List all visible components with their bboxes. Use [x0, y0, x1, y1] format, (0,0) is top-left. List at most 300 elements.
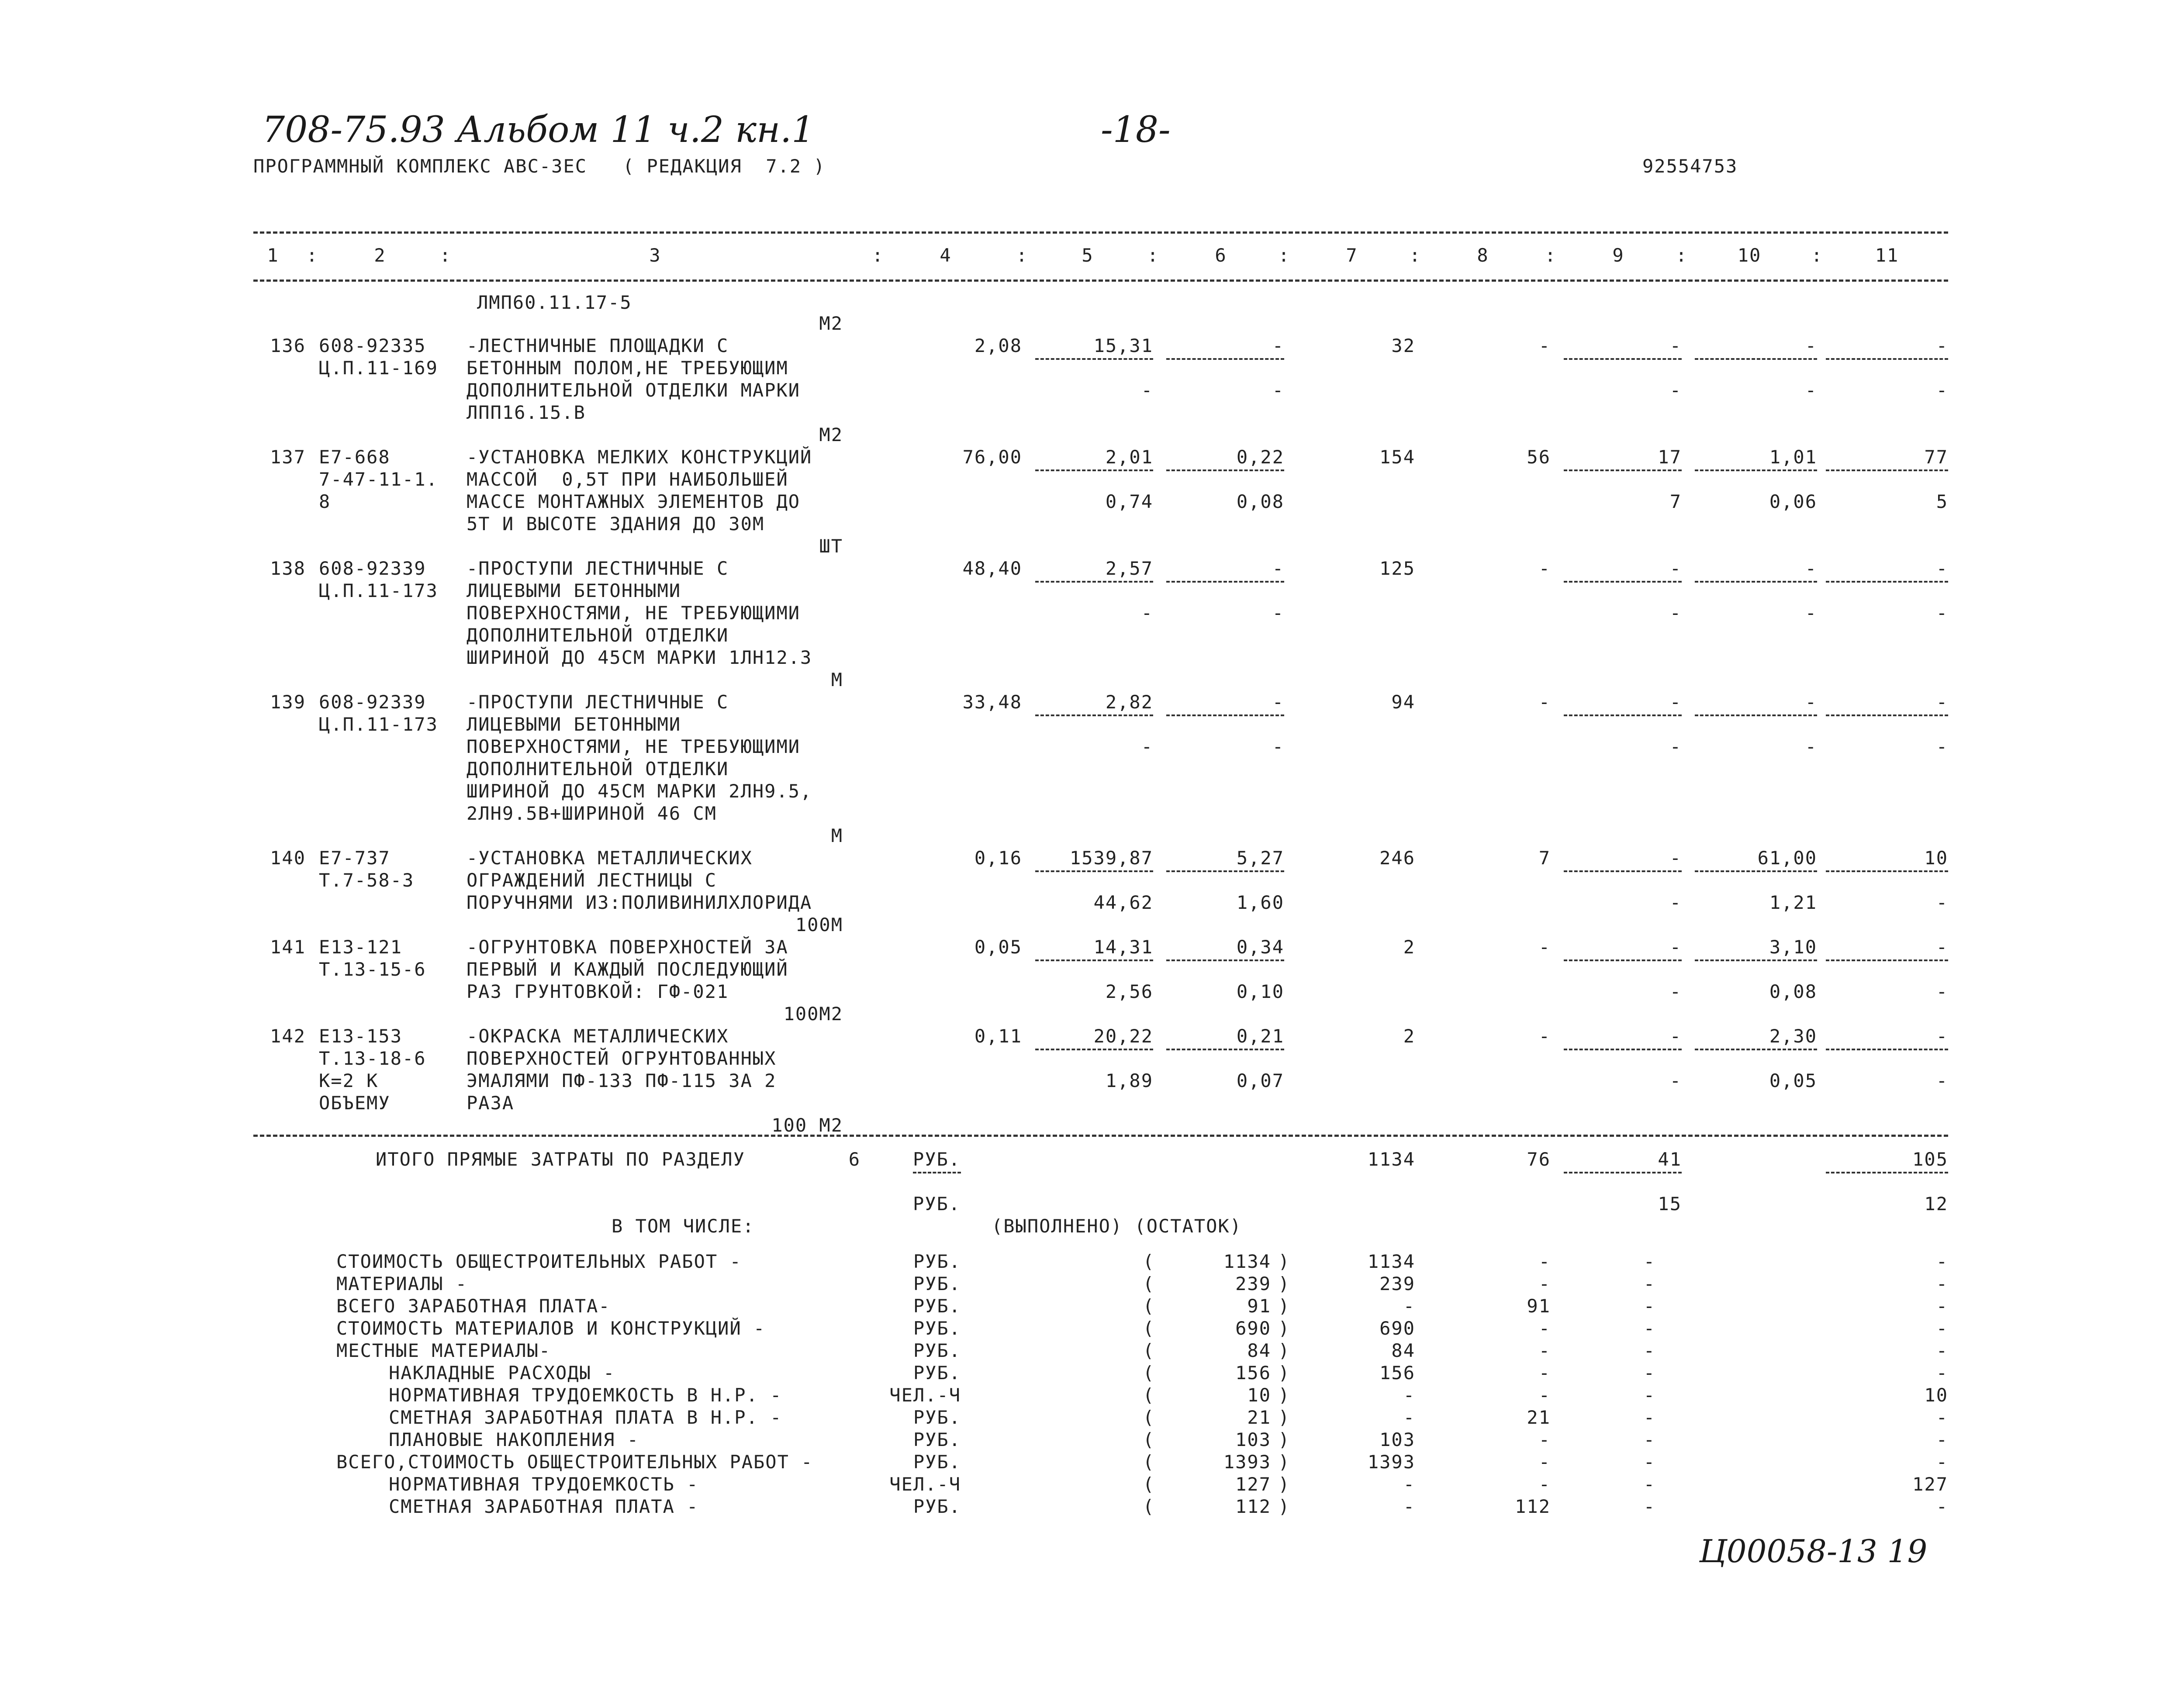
- summary-col-11: -: [1936, 1318, 1948, 1339]
- row-col-5-sub: 1,89: [1105, 1070, 1153, 1091]
- row-col-6-sub: -: [1272, 736, 1284, 757]
- summary-paren-close: ): [1278, 1496, 1290, 1517]
- row-col-8: -: [1538, 335, 1551, 356]
- column-header-8: 8: [1477, 245, 1489, 266]
- column-separator: :: [1676, 245, 1688, 266]
- summary-done-value: 84: [1247, 1340, 1271, 1361]
- column-header-4: 4: [940, 245, 952, 266]
- summary-col-7: 84: [1391, 1340, 1415, 1361]
- summary-paren-close: ): [1278, 1407, 1290, 1428]
- row-col-8: 7: [1538, 847, 1551, 869]
- summary-unit: РУБ.: [913, 1451, 961, 1473]
- summary-label: ВСЕГО,СТОИМОСТЬ ОБЩЕСТРОИТЕЛЬНЫХ РАБОТ -: [336, 1451, 813, 1473]
- row-col-5-sub: 2,56: [1105, 981, 1153, 1002]
- summary-paren-open: (: [1143, 1407, 1155, 1428]
- cell-subrule: [1695, 358, 1817, 360]
- last-row-unit: 100 М2: [771, 1115, 843, 1136]
- cell-subrule: [1166, 1049, 1284, 1050]
- summary-col-8: -: [1538, 1451, 1551, 1473]
- summary-paren-open: (: [1143, 1451, 1155, 1473]
- column-separator: :: [1278, 245, 1290, 266]
- row-col-7: 2: [1403, 1025, 1415, 1047]
- row-col-4: 2,08: [974, 335, 1022, 356]
- column-header-9: 9: [1612, 245, 1624, 266]
- summary-col-9: -: [1643, 1295, 1655, 1317]
- row-col-11-sub: -: [1936, 602, 1948, 624]
- column-header-10: 10: [1737, 245, 1762, 266]
- column-header-7: 7: [1346, 245, 1358, 266]
- row-unit: М: [831, 669, 843, 690]
- summary-col-7: 156: [1379, 1362, 1415, 1384]
- row-col-10-sub: -: [1805, 380, 1817, 401]
- row-col-6-sub: 1,60: [1236, 892, 1284, 913]
- row-description: МАССЕ МОНТАЖНЫХ ЭЛЕМЕНТОВ ДО: [467, 491, 801, 512]
- summary-label: НАКЛАДНЫЕ РАСХОДЫ -: [389, 1362, 615, 1384]
- cell-subrule: [1166, 870, 1284, 872]
- summary-col-9: -: [1643, 1318, 1655, 1339]
- summary-label: ВСЕГО ЗАРАБОТНАЯ ПЛАТА-: [336, 1295, 611, 1317]
- summary-col-8: -: [1538, 1384, 1551, 1406]
- totals-col-11: 105: [1912, 1149, 1948, 1170]
- summary-paren-close: ): [1278, 1340, 1290, 1361]
- row-code: Е13-121: [319, 936, 403, 958]
- totals-subrule: [913, 1172, 961, 1173]
- row-code: 7-47-11-1.: [319, 469, 438, 490]
- row-col-10-sub: -: [1805, 602, 1817, 624]
- handwritten-footer-code: Ц00058-13 19: [1699, 1533, 1928, 1570]
- row-col-7: 125: [1379, 558, 1415, 579]
- row-col-10-sub: 0,08: [1769, 981, 1817, 1002]
- row-description: -ПРОСТУПИ ЛЕСТНИЧНЫЕ С: [467, 691, 729, 713]
- row-number: 138: [270, 558, 306, 579]
- column-separator: :: [306, 245, 318, 266]
- row-col-11-sub: -: [1936, 892, 1948, 913]
- table-header-rule: [253, 280, 1948, 282]
- row-description: ЛИЦЕВЫМИ БЕТОННЫМИ: [467, 714, 681, 735]
- summary-col-7: -: [1403, 1407, 1415, 1428]
- row-col-7: 2: [1403, 936, 1415, 958]
- summary-col-11: -: [1936, 1496, 1948, 1517]
- row-code: Ц.П.11-173: [319, 714, 438, 735]
- row-col-9: -: [1669, 335, 1682, 356]
- summary-paren-close: ): [1278, 1384, 1290, 1406]
- cell-subrule: [1035, 358, 1153, 360]
- summary-paren-open: (: [1143, 1496, 1155, 1517]
- column-separator: :: [1147, 245, 1159, 266]
- row-description: -ПРОСТУПИ ЛЕСТНИЧНЫЕ С: [467, 558, 729, 579]
- cell-subrule: [1826, 581, 1948, 583]
- row-description: ШИРИНОЙ ДО 45СМ МАРКИ 1ЛН12.3: [467, 647, 812, 668]
- row-col-6: -: [1272, 558, 1284, 579]
- summary-label: ПЛАНОВЫЕ НАКОПЛЕНИЯ -: [389, 1429, 639, 1450]
- row-col-6: 0,21: [1236, 1025, 1284, 1047]
- summary-paren-open: (: [1143, 1273, 1155, 1294]
- row-col-10: 2,30: [1769, 1025, 1817, 1047]
- row-col-4: 33,48: [962, 691, 1022, 713]
- row-description: -УСТАНОВКА МЕТАЛЛИЧЕСКИХ: [467, 847, 753, 869]
- totals-col-8: 76: [1527, 1149, 1551, 1170]
- row-col-6: 0,22: [1236, 446, 1284, 468]
- summary-unit: РУБ.: [913, 1340, 961, 1361]
- cell-subrule: [1695, 959, 1817, 961]
- summary-col-9: -: [1643, 1474, 1655, 1495]
- column-separator: :: [1016, 245, 1028, 266]
- cell-subrule: [1166, 959, 1284, 961]
- row-description: ДОПОЛНИТЕЛЬНОЙ ОТДЕЛКИ МАРКИ: [467, 380, 801, 401]
- row-col-9-sub: 7: [1669, 491, 1682, 512]
- row-description: РАЗ ГРУНТОВКОЙ: ГФ-021: [467, 981, 729, 1002]
- summary-col-11: -: [1936, 1295, 1948, 1317]
- row-col-7: 154: [1379, 446, 1415, 468]
- cell-subrule: [1695, 469, 1817, 471]
- summary-paren-close: ): [1278, 1295, 1290, 1317]
- cell-subrule: [1035, 959, 1153, 961]
- summary-done-value: 156: [1235, 1362, 1271, 1384]
- summary-col-9: -: [1643, 1340, 1655, 1361]
- summary-paren-close: ): [1278, 1474, 1290, 1495]
- summary-paren-open: (: [1143, 1429, 1155, 1450]
- summary-col-8: 112: [1515, 1496, 1551, 1517]
- summary-unit: РУБ.: [913, 1273, 961, 1294]
- summary-unit: РУБ.: [913, 1429, 961, 1450]
- row-col-11-sub: -: [1936, 1070, 1948, 1091]
- summary-col-9: -: [1643, 1451, 1655, 1473]
- handwritten-album-title: 708-75.93 Альбом 11 ч.2 кн.1: [262, 109, 815, 151]
- summary-paren-open: (: [1143, 1251, 1155, 1272]
- row-col-11: 10: [1924, 847, 1948, 869]
- summary-col-8: -: [1538, 1273, 1551, 1294]
- row-col-7: 246: [1379, 847, 1415, 869]
- row-code: Ц.П.11-169: [319, 357, 438, 379]
- summary-col-7: 103: [1379, 1429, 1415, 1450]
- summary-col-9: -: [1643, 1429, 1655, 1450]
- summary-label: СТОИМОСТЬ ОБЩЕСТРОИТЕЛЬНЫХ РАБОТ -: [336, 1251, 742, 1272]
- row-description: РАЗА: [467, 1092, 515, 1114]
- cell-subrule: [1564, 959, 1682, 961]
- row-code: 608-92339: [319, 558, 426, 579]
- row-col-9: -: [1669, 936, 1682, 958]
- cell-subrule: [1166, 581, 1284, 583]
- row-col-5: 20,22: [1093, 1025, 1153, 1047]
- summary-col-8: 21: [1527, 1407, 1551, 1428]
- page-number: -18-: [1101, 109, 1171, 151]
- summary-paren-open: (: [1143, 1318, 1155, 1339]
- column-separator: :: [872, 245, 884, 266]
- row-code: Ц.П.11-173: [319, 580, 438, 601]
- row-col-10: 61,00: [1757, 847, 1817, 869]
- summary-paren-open: (: [1143, 1384, 1155, 1406]
- column-header-11: 11: [1875, 245, 1899, 266]
- row-col-8: -: [1538, 1025, 1551, 1047]
- row-col-8: 56: [1527, 446, 1551, 468]
- row-number: 137: [270, 446, 306, 468]
- row-col-5: 15,31: [1093, 335, 1153, 356]
- row-col-11: -: [1936, 936, 1948, 958]
- row-unit: 100М2: [783, 1003, 843, 1025]
- row-col-8: -: [1538, 691, 1551, 713]
- row-code: 608-92335: [319, 335, 426, 356]
- row-col-11-sub: 5: [1936, 491, 1948, 512]
- row-col-11-sub: -: [1936, 736, 1948, 757]
- row-code: 608-92339: [319, 691, 426, 713]
- row-col-11: -: [1936, 335, 1948, 356]
- totals-unit: РУБ.: [913, 1149, 961, 1170]
- cell-subrule: [1826, 714, 1948, 716]
- cell-subrule: [1035, 714, 1153, 716]
- summary-unit: РУБ.: [913, 1251, 961, 1272]
- totals-col-11-sub: 12: [1924, 1193, 1948, 1215]
- row-col-6: 5,27: [1236, 847, 1284, 869]
- row-col-5-sub: -: [1141, 602, 1153, 624]
- summary-paren-close: ): [1278, 1451, 1290, 1473]
- row-col-4: 0,11: [974, 1025, 1022, 1047]
- row-col-9: -: [1669, 1025, 1682, 1047]
- summary-paren-close: ): [1278, 1362, 1290, 1384]
- row-unit: ШТ: [819, 535, 843, 557]
- totals-subrule: [1826, 1172, 1948, 1173]
- row-description: ШИРИНОЙ ДО 45СМ МАРКИ 2ЛН9.5,: [467, 780, 812, 802]
- row-description: ОГРАЖДЕНИЙ ЛЕСТНИЦЫ С: [467, 870, 717, 891]
- summary-label: МАТЕРИАЛЫ -: [336, 1273, 468, 1294]
- summary-col-11: 10: [1924, 1384, 1948, 1406]
- summary-col-8: -: [1538, 1474, 1551, 1495]
- column-header-2: 2: [374, 245, 386, 266]
- totals-unit-2: РУБ.: [913, 1193, 961, 1215]
- row-col-11-sub: -: [1936, 380, 1948, 401]
- row-col-7: 94: [1391, 691, 1415, 713]
- row-col-6: -: [1272, 335, 1284, 356]
- row-col-9: -: [1669, 558, 1682, 579]
- row-col-9-sub: -: [1669, 602, 1682, 624]
- cell-subrule: [1695, 1049, 1817, 1050]
- summary-label: НОРМАТИВНАЯ ТРУДОЕМКОСТЬ -: [389, 1474, 699, 1495]
- summary-col-8: -: [1538, 1251, 1551, 1272]
- cell-subrule: [1035, 1049, 1153, 1050]
- summary-col-9: -: [1643, 1362, 1655, 1384]
- row-col-9-sub: -: [1669, 892, 1682, 913]
- row-description: -УСТАНОВКА МЕЛКИХ КОНСТРУКЦИЙ: [467, 446, 812, 468]
- row-code: ОБЪЕМУ: [319, 1092, 390, 1114]
- row-col-9: 17: [1658, 446, 1682, 468]
- row-description: ПОВЕРХНОСТЯМИ, НЕ ТРЕБУЮЩИМИ: [467, 736, 801, 757]
- row-col-9: -: [1669, 847, 1682, 869]
- cell-subrule: [1035, 469, 1153, 471]
- cell-subrule: [1564, 1049, 1682, 1050]
- row-col-5-sub: 0,74: [1105, 491, 1153, 512]
- summary-label: МЕСТНЫЕ МАТЕРИАЛЫ-: [336, 1340, 551, 1361]
- row-col-10: 1,01: [1769, 446, 1817, 468]
- summary-col-7: -: [1403, 1474, 1415, 1495]
- summary-done-value: 1134: [1223, 1251, 1271, 1272]
- row-description: ПОВЕРХНОСТЕЙ ОГРУНТОВАННЫХ: [467, 1048, 777, 1069]
- row-description: ЛПП16.15.В: [467, 402, 586, 423]
- row-unit: М2: [819, 424, 843, 445]
- summary-col-7: 1393: [1367, 1451, 1415, 1473]
- summary-done-value: 10: [1247, 1384, 1271, 1406]
- row-description: -ОГРУНТОВКА ПОВЕРХНОСТЕЙ ЗА: [467, 936, 788, 958]
- row-code: Е7-668: [319, 446, 390, 468]
- cell-subrule: [1564, 581, 1682, 583]
- column-header-3: 3: [649, 245, 661, 266]
- row-code: Т.13-18-6: [319, 1048, 426, 1069]
- summary-col-8: -: [1538, 1362, 1551, 1384]
- row-col-4: 48,40: [962, 558, 1022, 579]
- row-number: 141: [270, 936, 306, 958]
- summary-col-8: 91: [1527, 1295, 1551, 1317]
- done-remaining-header: (ВЫПОЛНЕНО) (ОСТАТОК): [992, 1215, 1242, 1237]
- summary-label: НОРМАТИВНАЯ ТРУДОЕМКОСТЬ В Н.Р. -: [389, 1384, 782, 1406]
- row-number: 136: [270, 335, 306, 356]
- row-unit: 100М: [795, 914, 843, 935]
- column-separator: :: [1409, 245, 1421, 266]
- row-col-10-sub: 0,05: [1769, 1070, 1817, 1091]
- summary-unit: РУБ.: [913, 1407, 961, 1428]
- row-col-5: 1539,87: [1069, 847, 1153, 869]
- column-header-1: 1: [267, 245, 279, 266]
- row-description: МАССОЙ 0,5Т ПРИ НАИБОЛЬШЕЙ: [467, 469, 788, 490]
- summary-paren-close: ): [1278, 1318, 1290, 1339]
- summary-col-9: -: [1643, 1407, 1655, 1428]
- row-col-6-sub: 0,07: [1236, 1070, 1284, 1091]
- row-col-6-sub: 0,08: [1236, 491, 1284, 512]
- summary-unit: РУБ.: [913, 1362, 961, 1384]
- column-separator: :: [1545, 245, 1557, 266]
- summary-done-value: 239: [1235, 1273, 1271, 1294]
- row-col-10: -: [1805, 691, 1817, 713]
- cell-subrule: [1166, 358, 1284, 360]
- row-col-10: -: [1805, 558, 1817, 579]
- row-col-11-sub: -: [1936, 981, 1948, 1002]
- totals-col-9-sub: 15: [1658, 1193, 1682, 1215]
- row-col-10: 3,10: [1769, 936, 1817, 958]
- summary-done-value: 103: [1235, 1429, 1271, 1450]
- summary-done-value: 690: [1235, 1318, 1271, 1339]
- row-col-11: -: [1936, 558, 1948, 579]
- summary-col-9: -: [1643, 1496, 1655, 1517]
- column-separator: :: [1811, 245, 1823, 266]
- summary-col-11: -: [1936, 1251, 1948, 1272]
- program-name: ПРОГРАММНЫЙ КОМПЛЕКС АВС-3ЕС ( РЕДАКЦИЯ 7.2 ): [253, 155, 826, 177]
- cell-subrule: [1035, 870, 1153, 872]
- row-number: 139: [270, 691, 306, 713]
- summary-col-7: -: [1403, 1295, 1415, 1317]
- row-description: ЛИЦЕВЫМИ БЕТОННЫМИ: [467, 580, 681, 601]
- row-description: ДОПОЛНИТЕЛЬНОЙ ОТДЕЛКИ: [467, 758, 729, 780]
- summary-label: СМЕТНАЯ ЗАРАБОТНАЯ ПЛАТА В Н.Р. -: [389, 1407, 782, 1428]
- row-col-10-sub: 0,06: [1769, 491, 1817, 512]
- cell-subrule: [1564, 714, 1682, 716]
- summary-unit: ЧЕЛ.-Ч: [889, 1384, 961, 1406]
- row-col-9-sub: -: [1669, 981, 1682, 1002]
- cell-subrule: [1826, 959, 1948, 961]
- row-col-7: 32: [1391, 335, 1415, 356]
- row-description: ДОПОЛНИТЕЛЬНОЙ ОТДЕЛКИ: [467, 625, 729, 646]
- summary-done-value: 21: [1247, 1407, 1271, 1428]
- cell-subrule: [1035, 581, 1153, 583]
- summary-col-8: -: [1538, 1429, 1551, 1450]
- cell-subrule: [1826, 358, 1948, 360]
- summary-label: СТОИМОСТЬ МАТЕРИАЛОВ И КОНСТРУКЦИЙ -: [336, 1318, 766, 1339]
- row-col-10: -: [1805, 335, 1817, 356]
- summary-unit: РУБ.: [913, 1295, 961, 1317]
- row-col-5: 2,01: [1105, 446, 1153, 468]
- cell-subrule: [1826, 870, 1948, 872]
- summary-col-11: -: [1936, 1340, 1948, 1361]
- cell-subrule: [1695, 714, 1817, 716]
- row-description: ПОРУЧНЯМИ ИЗ:ПОЛИВИНИЛХЛОРИДА: [467, 892, 812, 913]
- summary-unit: РУБ.: [913, 1318, 961, 1339]
- row-col-5: 14,31: [1093, 936, 1153, 958]
- column-header-5: 5: [1082, 245, 1094, 266]
- summary-col-7: 1134: [1367, 1251, 1415, 1272]
- row-col-9-sub: -: [1669, 380, 1682, 401]
- row-col-4: 76,00: [962, 446, 1022, 468]
- row-description: -ЛЕСТНИЧНЫЕ ПЛОЩАДКИ С: [467, 335, 729, 356]
- table-top-rule: [253, 231, 1948, 234]
- row-description: 2ЛН9.5В+ШИРИНОЙ 46 СМ: [467, 803, 717, 824]
- totals-label: ИТОГО ПРЯМЫЕ ЗАТРАТЫ ПО РАЗДЕЛУ: [376, 1149, 745, 1170]
- row-unit: М: [831, 825, 843, 846]
- row-code: Е13-153: [319, 1025, 403, 1047]
- totals-col-9: 41: [1658, 1149, 1682, 1170]
- summary-col-7: 690: [1379, 1318, 1415, 1339]
- column-header-6: 6: [1215, 245, 1227, 266]
- cell-subrule: [1166, 469, 1284, 471]
- row-description: 5Т И ВЫСОТЕ ЗДАНИЯ ДО 30М: [467, 513, 765, 535]
- row-code: 8: [319, 491, 331, 512]
- summary-done-value: 1393: [1223, 1451, 1271, 1473]
- summary-col-7: 239: [1379, 1273, 1415, 1294]
- summary-col-9: -: [1643, 1251, 1655, 1272]
- row-col-5: 2,57: [1105, 558, 1153, 579]
- summary-col-7: -: [1403, 1496, 1415, 1517]
- row-col-9: -: [1669, 691, 1682, 713]
- row-col-6: -: [1272, 691, 1284, 713]
- row-col-6-sub: -: [1272, 380, 1284, 401]
- summary-done-value: 112: [1235, 1496, 1271, 1517]
- row-col-10-sub: -: [1805, 736, 1817, 757]
- summary-paren-open: (: [1143, 1362, 1155, 1384]
- row-col-4: 0,05: [974, 936, 1022, 958]
- summary-label: СМЕТНАЯ ЗАРАБОТНАЯ ПЛАТА -: [389, 1496, 699, 1517]
- summary-col-9: -: [1643, 1273, 1655, 1294]
- summary-paren-open: (: [1143, 1340, 1155, 1361]
- summary-col-8: -: [1538, 1340, 1551, 1361]
- summary-col-11: -: [1936, 1362, 1948, 1384]
- row-col-5-sub: -: [1141, 736, 1153, 757]
- row-code: Т.7-58-3: [319, 870, 415, 891]
- row-code: Е7-737: [319, 847, 390, 869]
- summary-done-value: 91: [1247, 1295, 1271, 1317]
- cell-subrule: [1695, 581, 1817, 583]
- row-col-6-sub: -: [1272, 602, 1284, 624]
- row-col-5: 2,82: [1105, 691, 1153, 713]
- column-separator: :: [439, 245, 452, 266]
- row-col-8: -: [1538, 936, 1551, 958]
- row-number: 142: [270, 1025, 306, 1047]
- cell-subrule: [1826, 469, 1948, 471]
- summary-paren-open: (: [1143, 1295, 1155, 1317]
- summary-col-11: -: [1936, 1429, 1948, 1450]
- summary-paren-close: ): [1278, 1273, 1290, 1294]
- row-col-5-sub: -: [1141, 380, 1153, 401]
- cell-subrule: [1695, 870, 1817, 872]
- prefix-line: ЛМП60.11.17-5: [477, 292, 632, 313]
- row-col-11: -: [1936, 1025, 1948, 1047]
- summary-col-11: -: [1936, 1451, 1948, 1473]
- row-col-11: 77: [1924, 446, 1948, 468]
- document-code: 92554753: [1642, 155, 1738, 177]
